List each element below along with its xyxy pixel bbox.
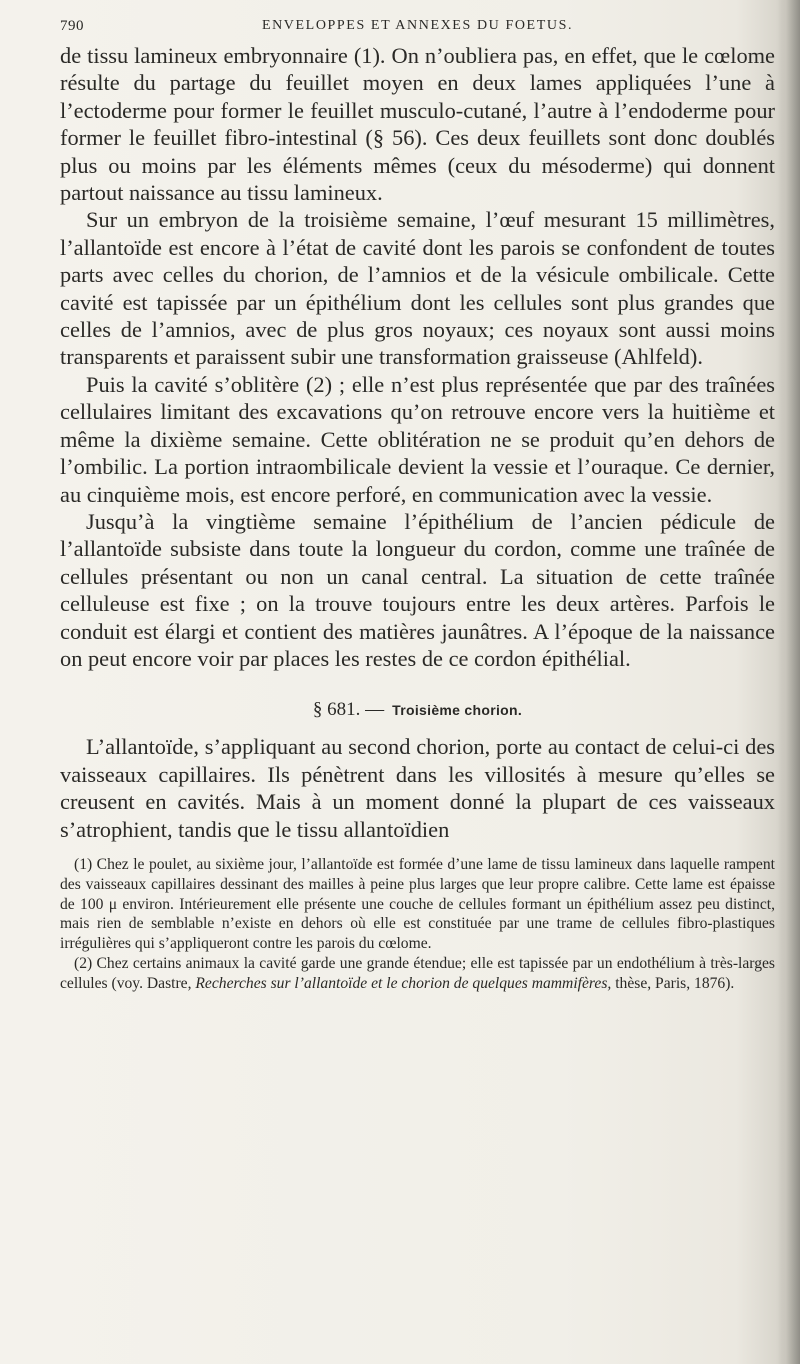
footnote-2-citation-title: Recherches sur l’allantoïde et le chorion de quelques mammifères,	[195, 974, 612, 992]
paragraph-third-chorion: L’allantoïde, s’appliquant au second chorion, porte au contact de celui-ci des vaisseaux capillaires. Ils pénètrent dans les villosités à mesure qu’elles se creusent en cavités. Mais à un moment donné la plupart de ces vaisseaux s’atrophient, tandis que le tissu allantoïdien	[60, 734, 775, 842]
page-content	[60, 12, 775, 994]
page-edge-shadow	[778, 0, 800, 1364]
section-heading	[60, 699, 775, 721]
paragraph-third-week-embryo: Sur un embryon de la troisième semaine, l’œuf mesurant 15 millimètres, l’allantoïde est encore à l’état de cavité dont les parois se confondent de toutes parts avec celles du chorion, de l’amnios et de la vésicule ombilicale. Cette cavité est tapissée par un épithélium dont les cellules sont plus grandes que celles de l’amnios, avec de plus gros noyaux; ces noyaux sont aussi moins transparents et paraissent subir une transformation graisseuse (Ahlfeld).	[60, 207, 775, 370]
paragraph-continued: de tissu lamineux embryonnaire (1). On n’oubliera pas, en effet, que le cœlome résulte du partage du feuillet moyen en deux lames appliquées l’une à l’ectoderme pour former le feuillet musculo-cutané, l’autre à l’endoderme pour former le feuillet fibro-intestinal (§ 56). Ces deux feuillets sont donc doublés plus ou moins par les éléments mêmes (ceux du mésoderme) qui donnent partout naissance au tissu lamineux.	[60, 43, 775, 206]
page-number: 790	[60, 18, 84, 34]
section-title: Troisième chorion.	[392, 702, 523, 719]
footnote-2-text: (2) Chez certains animaux la cavité garde une grande étendue; elle est tapissée par un endothélium à très-larges cellules (voy. Dastre,	[60, 954, 775, 992]
footnote-2	[60, 954, 775, 994]
footnotes	[60, 855, 775, 994]
section-number: § 681. —	[312, 699, 385, 721]
paragraph-cavity-obliteration: Puis la cavité s’oblitère (2) ; elle n’est plus représentée que par des traînées cellulaires limitant des excavations qu’on retrouve encore vers la huitième et même la dixième semaine. Cette oblitération ne se produit qu’en dehors de l’ombilic. La portion intraombilicale devient la vessie et l’ouraque. Ce dernier, au cinquième mois, est encore perforé, en communication avec la vessie.	[60, 371, 775, 507]
paragraph-twentieth-week: Jusqu’à la vingtième semaine l’épithélium de l’ancien pédicule de l’allantoïde subsiste dans toute la longueur du cordon, comme une traînée de cellules présentant ou non un canal central. La situation de cette traînée celluleuse est fixe ; on la trouve toujours entre les deux artères. Parfois le conduit est élargi et contient des matières jaunâtres. A l’époque de la naissance on peut encore voir par places les restes de ce cordon épithélial.	[60, 508, 775, 671]
footnote-1: (1) Chez le poulet, au sixième jour, l’allantoïde est formée d’une lame de tissu lamineux dans laquelle rampent des vaisseaux capillaires dessinant des mailles à peine plus larges que leur propre calibre. Cette lame est épaisse de 100 μ environ. Intérieurement elle présente une couche de cellules formant un épithélium assez peu distinct, mais rien de semblable n’existe en dehors où elle est constituée par une trame de cellules fibro-plastiques irrégulières qui s’appliqueront contre les parois du cœlome.	[60, 855, 775, 953]
running-head	[60, 12, 775, 42]
footnote-2-citation-end: thèse, Paris, 1876).	[615, 974, 735, 992]
section-body	[60, 733, 775, 843]
body-text	[60, 42, 775, 672]
running-title: ENVELOPPES ET ANNEXES DU FOETUS.	[261, 18, 574, 33]
